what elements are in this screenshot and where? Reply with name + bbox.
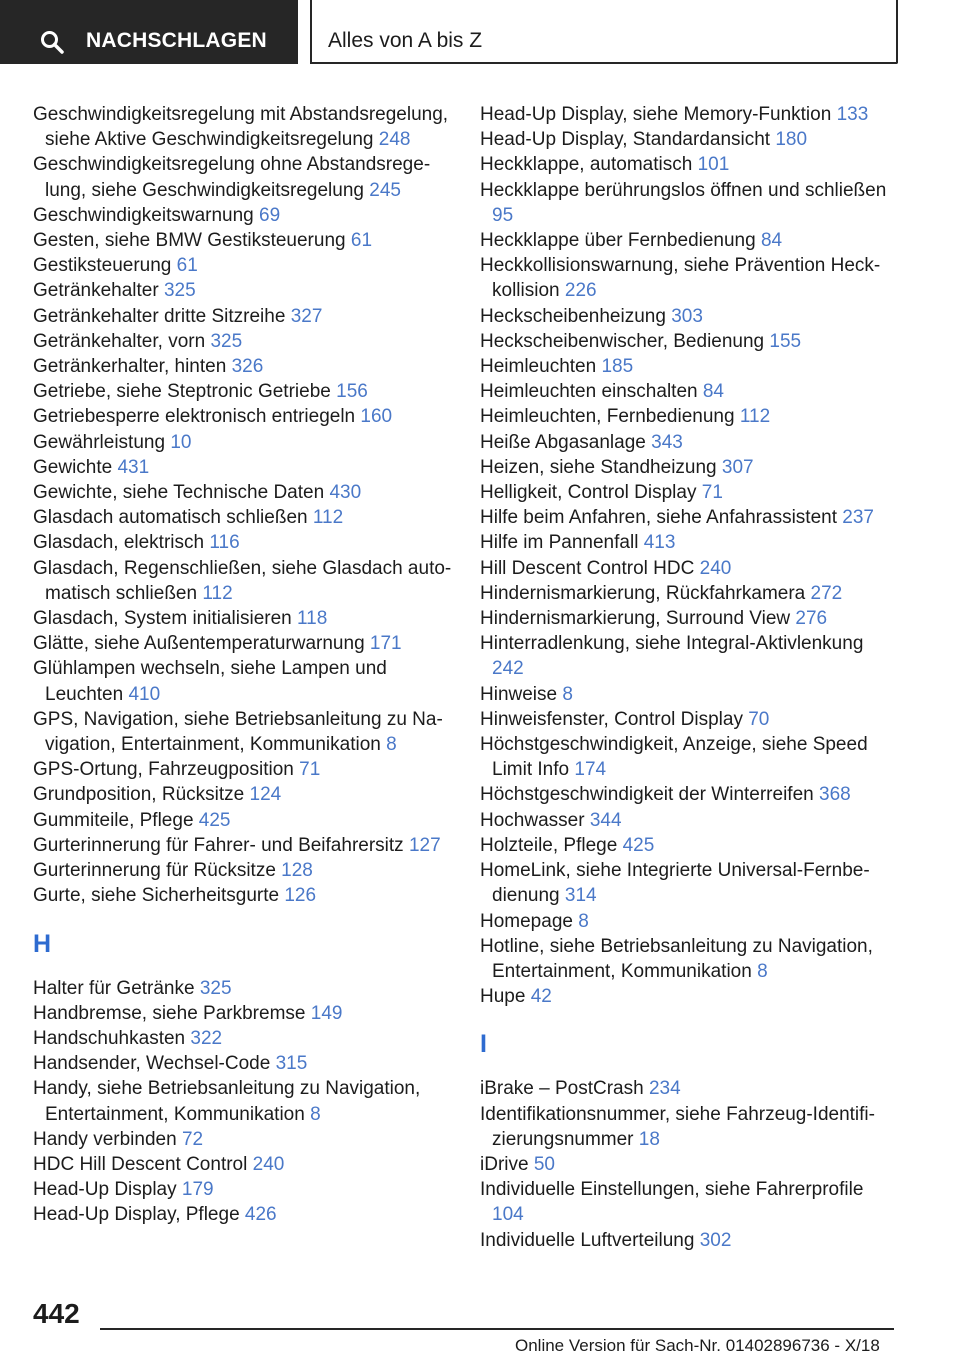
index-entry-text: Heimleuchten xyxy=(480,356,597,378)
index-entry-text: GPS-Ortung, Fahrzeugposition xyxy=(33,759,294,781)
index-entry-text: Heckscheibenwischer, Bedienung xyxy=(480,330,765,352)
index-entry-text: Handsender, Wechsel-Code xyxy=(33,1053,271,1075)
footer-divider xyxy=(100,1328,894,1330)
index-entry xyxy=(480,581,900,606)
index-entry xyxy=(33,203,453,228)
index-entry-text: Heckklappe über Fernbedienung xyxy=(480,230,756,252)
index-entry xyxy=(480,858,900,908)
page-reference-link[interactable]: 155 xyxy=(769,330,802,352)
index-entry-text: Geschwindigkeitswarnung xyxy=(33,204,254,226)
page-reference-link[interactable]: 112 xyxy=(202,582,233,604)
index-entry-text: Identifikationsnummer, siehe Fahrzeug-Identifizierungsnummer xyxy=(480,1103,875,1150)
index-entry-text: Heckklappe berührungslos öffnen und schließen xyxy=(480,179,887,201)
index-entry xyxy=(480,178,900,228)
index-entry-text: Hill Descent Control HDC xyxy=(480,557,695,579)
index-entry xyxy=(480,1228,900,1253)
index-entry xyxy=(33,707,453,757)
page-number: 442 xyxy=(33,1298,80,1329)
index-entry-text: Geschwindigkeitsregelung mit Abstandsregelung, siehe Aktive Geschwindigkeitsregelung xyxy=(33,104,449,151)
index-entry xyxy=(33,976,453,1001)
index-entry xyxy=(33,530,453,555)
index-entry xyxy=(33,883,453,908)
page-reference-link[interactable]: 8 xyxy=(757,960,768,982)
index-entry xyxy=(480,329,900,354)
index-entry xyxy=(480,505,900,530)
page-reference-link[interactable]: 112 xyxy=(739,406,771,428)
page-reference-link[interactable]: 242 xyxy=(492,658,524,680)
page-reference-link[interactable]: 50 xyxy=(533,1153,555,1175)
index-entry-text: HomeLink, siehe Integrierte Universal-Fernbedienung xyxy=(480,860,870,907)
page-reference-link[interactable]: 276 xyxy=(795,608,828,630)
page-reference-link[interactable]: 248 xyxy=(378,129,411,151)
index-entry-text: Heimleuchten, Fernbedienung xyxy=(480,406,735,428)
page-reference-link[interactable]: 410 xyxy=(128,683,161,705)
page-reference-link[interactable]: 426 xyxy=(244,1204,277,1226)
index-entry-text: Halter für Getränke xyxy=(33,977,195,999)
index-entry xyxy=(480,782,900,807)
index-entry xyxy=(480,152,900,177)
page-reference-link[interactable]: 325 xyxy=(163,280,196,302)
index-entry xyxy=(33,304,453,329)
index-entry xyxy=(33,505,453,530)
page-reference-link[interactable]: 240 xyxy=(699,557,732,579)
index-entry xyxy=(33,404,453,429)
index-entry xyxy=(480,808,900,833)
index-entry-text: Hindernismarkierung, Rückfahrkamera xyxy=(480,582,806,604)
index-entry xyxy=(480,354,900,379)
index-entry-text: Grundposition, Rücksitze xyxy=(33,784,245,806)
page-reference-link[interactable]: 133 xyxy=(836,104,869,125)
index-entry xyxy=(480,556,900,581)
index-entry-text: Gurte, siehe Sicherheitsgurte xyxy=(33,885,280,907)
index-entry xyxy=(480,1076,900,1101)
index-entry-text: Gummiteile, Pflege xyxy=(33,809,194,831)
index-entry xyxy=(33,808,453,833)
page-reference-link[interactable]: 174 xyxy=(574,759,607,781)
index-entry-text: Glasdach, elektrisch xyxy=(33,532,205,554)
page-reference-link[interactable]: 368 xyxy=(819,784,851,806)
index-entry-text: Glätte, siehe Außentemperaturwarnung xyxy=(33,633,365,655)
index-letter-heading: H xyxy=(33,929,52,958)
index-entry-text: Gewichte xyxy=(33,456,113,478)
page-reference-link[interactable]: 71 xyxy=(701,482,723,504)
index-entry-text: GPS, Navigation, siehe Betriebsanleitung zu Navigation, Entertainment, Kommunikation xyxy=(33,708,443,756)
index-entry xyxy=(33,1177,453,1202)
page-reference-link[interactable]: 84 xyxy=(760,230,783,252)
index-entry-text: Heimleuchten einschalten xyxy=(480,381,698,403)
index-entry xyxy=(33,152,453,202)
index-entry-text: Heckkollisionswarnung, siehe Prävention Heckkollision xyxy=(480,255,881,302)
page-reference-link[interactable]: 245 xyxy=(369,179,401,201)
page-reference-link[interactable]: 327 xyxy=(290,305,323,327)
page-reference-link[interactable]: 185 xyxy=(601,356,634,378)
index-entry xyxy=(480,606,900,631)
index-entry-text: Höchstgeschwindigkeit, Anzeige, siehe Speed Limit Info xyxy=(480,734,868,781)
index-entry xyxy=(33,606,453,631)
index-entry-text: Head-Up Display, Pflege xyxy=(33,1204,240,1226)
index-entry xyxy=(480,1177,900,1227)
page-reference-link[interactable]: 84 xyxy=(702,381,724,403)
index-entry xyxy=(480,304,900,329)
page-reference-link[interactable]: 180 xyxy=(775,129,808,151)
index-entry-text: Gurterinnerung für Rücksitze xyxy=(33,860,276,882)
page-reference-link[interactable]: 344 xyxy=(589,809,622,831)
page-reference-link[interactable]: 171 xyxy=(369,633,402,655)
page-reference-link[interactable]: 179 xyxy=(181,1179,214,1201)
index-entry-text: Heckscheibenheizung xyxy=(480,305,666,327)
index-entry xyxy=(33,480,453,505)
index-entry-text: Hilfe im Pannenfall xyxy=(480,532,639,554)
index-entry xyxy=(480,228,900,253)
index-entry xyxy=(33,757,453,782)
index-entry-text: Glühlampen wechseln, siehe Lampen und Leuchten xyxy=(33,658,387,705)
page-reference-link[interactable]: 8 xyxy=(310,1103,321,1125)
index-entry xyxy=(33,278,453,303)
index-entry-text: Head-Up Display xyxy=(33,1179,177,1201)
index-entry xyxy=(480,102,900,127)
index-entry-text: iBrake – PostCrash xyxy=(480,1078,644,1100)
chapter-tab[interactable] xyxy=(310,0,898,64)
index-entry-text: Head-Up Display, Standardansicht xyxy=(480,129,771,151)
index-column-right xyxy=(480,102,900,1253)
index-entry-text: Getränkehalter, vorn xyxy=(33,330,206,352)
page-reference-link[interactable]: 326 xyxy=(231,356,264,378)
index-letter-heading: I xyxy=(480,1030,487,1059)
index-entry-text: Heckklappe, automatisch xyxy=(480,154,693,176)
index-entry-text: Gewichte, siehe Technische Daten xyxy=(33,482,325,504)
page-reference-link[interactable]: 234 xyxy=(648,1078,681,1100)
page-reference-link[interactable]: 72 xyxy=(181,1128,204,1150)
index-entry-text: Glasdach, System initialisieren xyxy=(33,608,292,630)
index-entry xyxy=(33,102,453,152)
index-entry-text: Handy verbinden xyxy=(33,1128,177,1150)
page-reference-link[interactable]: 104 xyxy=(492,1204,524,1226)
page-reference-link[interactable]: 112 xyxy=(312,507,344,529)
page-reference-link[interactable]: 70 xyxy=(748,708,770,730)
page-reference-link[interactable]: 116 xyxy=(209,532,240,554)
page-reference-link[interactable]: 61 xyxy=(176,255,198,277)
index-entry xyxy=(480,707,900,732)
index-entry xyxy=(33,1076,453,1126)
index-entry xyxy=(33,1051,453,1076)
index-entry-text: Hindernismarkierung, Surround View xyxy=(480,608,791,630)
index-entry xyxy=(33,455,453,480)
index-entry xyxy=(480,480,900,505)
page-reference-link[interactable]: 156 xyxy=(336,381,368,403)
index-entry-text: Gesten, siehe BMW Gestiksteuerung xyxy=(33,230,346,252)
index-entry xyxy=(480,682,900,707)
index-entry-text: Handbremse, siehe Parkbremse xyxy=(33,1002,306,1024)
index-entry-text: Hilfe beim Anfahren, siehe Anfahrassistent xyxy=(480,507,837,529)
index-entry-text: iDrive xyxy=(480,1153,529,1175)
index-entry-text: Gurterinnerung für Fahrer- und Beifahrersitz xyxy=(33,834,404,856)
index-entry xyxy=(33,631,453,656)
page-reference-link[interactable]: 315 xyxy=(275,1053,308,1075)
index-entry xyxy=(33,556,453,606)
page-reference-link[interactable]: 18 xyxy=(638,1128,660,1150)
index-entry xyxy=(33,1001,453,1026)
index-entry-text: Höchstgeschwindigkeit der Winterreifen xyxy=(480,784,814,806)
index-entry-text: Homepage xyxy=(480,910,573,932)
index-entry xyxy=(33,1152,453,1177)
index-entry-text: Getriebe, siehe Steptronic Getriebe xyxy=(33,381,331,403)
page-reference-link[interactable]: 127 xyxy=(408,834,441,856)
index-entry-text: Handschuhkasten xyxy=(33,1027,186,1049)
index-entry-text: Hupe xyxy=(480,986,526,1008)
index-entry xyxy=(33,1026,453,1051)
page-reference-link[interactable]: 118 xyxy=(297,608,328,630)
index-entry-text: Hinterradlenkung, siehe Integral-Aktivlenkung xyxy=(480,633,864,655)
index-entry xyxy=(33,656,453,706)
index-entry-text: Hinweisfenster, Control Display xyxy=(480,708,743,730)
page-reference-link[interactable]: 272 xyxy=(810,582,843,604)
index-entry xyxy=(33,833,453,858)
page-reference-link[interactable]: 240 xyxy=(252,1153,285,1175)
index-entry xyxy=(480,1102,900,1152)
index-column-left xyxy=(33,102,453,1228)
page-reference-link[interactable]: 69 xyxy=(259,204,281,226)
page-reference-link[interactable]: 128 xyxy=(281,860,313,882)
index-entry-text: Individuelle Einstellungen, siehe Fahrerprofile xyxy=(480,1179,864,1201)
page-reference-link[interactable]: 95 xyxy=(492,204,514,226)
page-reference-link[interactable]: 124 xyxy=(249,784,282,806)
index-entry xyxy=(480,934,900,984)
page-reference-link[interactable]: 126 xyxy=(284,885,317,907)
index-entry xyxy=(480,455,900,480)
index-entry-text: Helligkeit, Control Display xyxy=(480,482,697,504)
section-tab[interactable] xyxy=(0,0,298,64)
index-entry-text: Head-Up Display, siehe Memory-Funktion xyxy=(480,104,832,125)
index-entry-text: Hinweise xyxy=(480,683,558,705)
index-entry xyxy=(33,228,453,253)
page-reference-link[interactable]: 101 xyxy=(697,154,730,176)
page-reference-link[interactable]: 8 xyxy=(578,910,589,932)
section-label: NACHSCHLAGEN xyxy=(86,29,267,52)
index-entry xyxy=(33,858,453,883)
index-entry-text: Holzteile, Pflege xyxy=(480,834,618,856)
page-reference-link[interactable]: 307 xyxy=(721,456,754,478)
page-reference-link[interactable]: 303 xyxy=(671,305,703,327)
page-reference-link[interactable]: 149 xyxy=(310,1002,343,1024)
index-entry xyxy=(480,379,900,404)
index-entry-text: Getränkehalter xyxy=(33,280,159,302)
index-entry xyxy=(33,253,453,278)
index-entry xyxy=(33,1202,453,1227)
page-reference-link[interactable]: 226 xyxy=(564,280,597,302)
page-reference-link[interactable]: 322 xyxy=(190,1027,223,1049)
page-reference-link[interactable]: 343 xyxy=(651,431,683,453)
index-entry xyxy=(480,127,900,152)
index-entry xyxy=(33,430,453,455)
index-entry xyxy=(480,404,900,429)
page-reference-link[interactable]: 425 xyxy=(622,834,655,856)
page-reference-link[interactable]: 237 xyxy=(842,507,874,529)
page-reference-link[interactable]: 8 xyxy=(386,734,397,756)
index-entry-text: Geschwindigkeitsregelung ohne Abstandsregelung, siehe Geschwindigkeitsregelung xyxy=(33,154,431,201)
page-reference-link[interactable]: 42 xyxy=(530,986,552,1008)
index-entry xyxy=(480,530,900,555)
index-entry xyxy=(33,782,453,807)
index-entry xyxy=(33,1127,453,1152)
index-entry-text: Gewährleistung xyxy=(33,431,166,453)
page-reference-link[interactable]: 302 xyxy=(699,1229,732,1251)
index-entry xyxy=(33,329,453,354)
online-version-note: Online Version für Sach-Nr. 01402896736 - X/18 xyxy=(515,1336,880,1355)
page-reference-link[interactable]: 71 xyxy=(299,759,321,781)
index-entry xyxy=(480,631,900,681)
page-reference-link[interactable]: 61 xyxy=(350,230,373,252)
page-reference-link[interactable]: 425 xyxy=(198,809,231,831)
index-entry xyxy=(480,1152,900,1177)
index-entry-text: Getränkerhalter, hinten xyxy=(33,356,227,378)
page-reference-link[interactable]: 8 xyxy=(562,683,573,705)
page-reference-link[interactable]: 431 xyxy=(117,456,150,478)
page-reference-link[interactable]: 430 xyxy=(329,482,362,504)
index-entry xyxy=(480,253,900,303)
index-entry-text: Heizen, siehe Standheizung xyxy=(480,456,717,478)
page-reference-link[interactable]: 325 xyxy=(210,330,243,352)
index-entry xyxy=(480,984,900,1009)
index-entry-text: HDC Hill Descent Control xyxy=(33,1153,248,1175)
index-entry-text: Heiße Abgasanlage xyxy=(480,431,646,453)
page-reference-link[interactable]: 160 xyxy=(360,406,393,428)
index-entry-text: Getränkehalter dritte Sitzreihe xyxy=(33,305,286,327)
search-icon xyxy=(40,30,64,54)
page-reference-link[interactable]: 413 xyxy=(643,532,676,554)
page-header xyxy=(0,0,960,66)
index-entry-text: Gestiksteuerung xyxy=(33,255,172,277)
page-reference-link[interactable]: 325 xyxy=(199,977,232,999)
page-reference-link[interactable]: 10 xyxy=(170,431,192,453)
index-entry-text: Glasdach, Regenschließen, siehe Glasdach automatisch schließen xyxy=(33,557,452,604)
index-entry-text: Individuelle Luftverteilung xyxy=(480,1229,695,1251)
index-entry xyxy=(480,909,900,934)
chapter-label: Alles von A bis Z xyxy=(328,29,483,52)
index-entry-text: Glasdach automatisch schließen xyxy=(33,507,308,529)
index-entry xyxy=(480,430,900,455)
index-entry-text: Handy, siehe Betriebsanleitung zu Navigation, Entertainment, Kommunikation xyxy=(33,1078,421,1125)
index-entry xyxy=(480,833,900,858)
index-entry xyxy=(480,732,900,782)
page-reference-link[interactable]: 314 xyxy=(564,885,597,907)
index-entry-text: Getriebesperre elektronisch entriegeln xyxy=(33,406,356,428)
index-entry-text: Hochwasser xyxy=(480,809,585,831)
index-entry xyxy=(33,379,453,404)
index-entry-text: Hotline, siehe Betriebsanleitung zu Navigation, Entertainment, Kommunikation xyxy=(480,935,873,982)
index-entry xyxy=(33,354,453,379)
